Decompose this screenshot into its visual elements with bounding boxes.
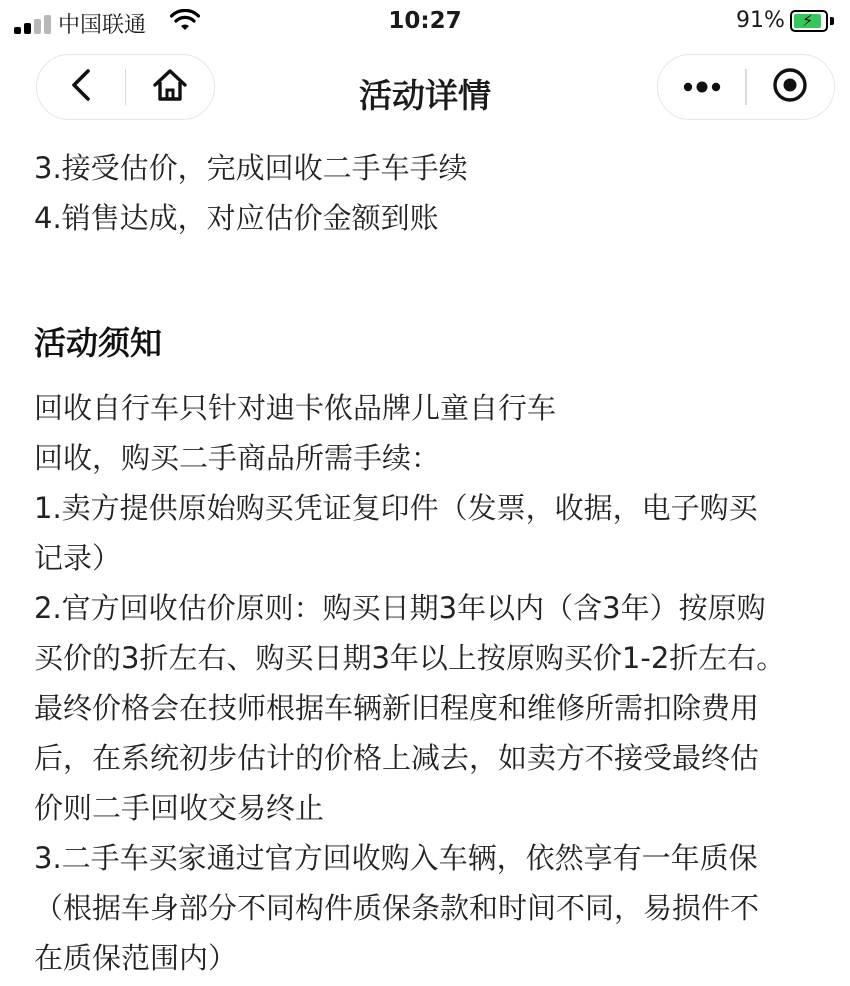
notice-line: 后，在系统初步估计的价格上减去，如卖方不接受最终估 (34, 741, 760, 775)
battery-icon: ⚡ (790, 10, 828, 32)
notice-line: 3.二手车买家通过官方回收购入车辆，依然享有一年质保 (34, 841, 758, 875)
nav-right-capsule (657, 54, 835, 120)
more-dots-icon (682, 78, 722, 97)
notice-line: 回收，购买二手商品所需手续： (34, 441, 441, 475)
target-circle-icon (772, 67, 808, 107)
battery-cap (830, 17, 834, 25)
notice-line: 2.官方回收估价原则：购买日期3年以内（含3年）按原购 (34, 591, 766, 625)
page-title: 活动详情 (359, 76, 491, 115)
clock: 10:27 (388, 8, 462, 34)
carrier-name: 中国联通 (58, 13, 147, 38)
notice-heading: 活动须知 (34, 324, 163, 362)
notice-line: （根据车身部分不同构件质保条款和时间不同，易损件不 (34, 891, 760, 925)
notice-line: 买价的3折左右、购买日期3年以上按原购买价1-2折左右。 (34, 641, 786, 675)
notice-line: 价则二手回收交易终止 (34, 791, 325, 825)
notice-line: 1.卖方提供原始购买凭证复印件（发票，收据，电子购买 (34, 491, 758, 525)
more-button[interactable] (658, 55, 745, 119)
notice-line: 回收自行车只针对迪卡侬品牌儿童自行车 (34, 391, 557, 425)
battery-percent: 91% (736, 8, 785, 33)
status-bar (0, 0, 850, 44)
step-text: 3.接受估价，完成回收二手车手续 (34, 151, 468, 185)
notice-line: 在质保范围内） (34, 941, 238, 975)
nav-bar (0, 54, 850, 120)
notice-line: 记录） (34, 541, 122, 575)
step-text: 4.销售达成，对应估价金额到账 (34, 201, 439, 235)
notice-line: 最终价格会在技师根据车辆新旧程度和维修所需扣除费用 (34, 691, 760, 725)
close-miniprogram-button[interactable] (747, 55, 834, 119)
